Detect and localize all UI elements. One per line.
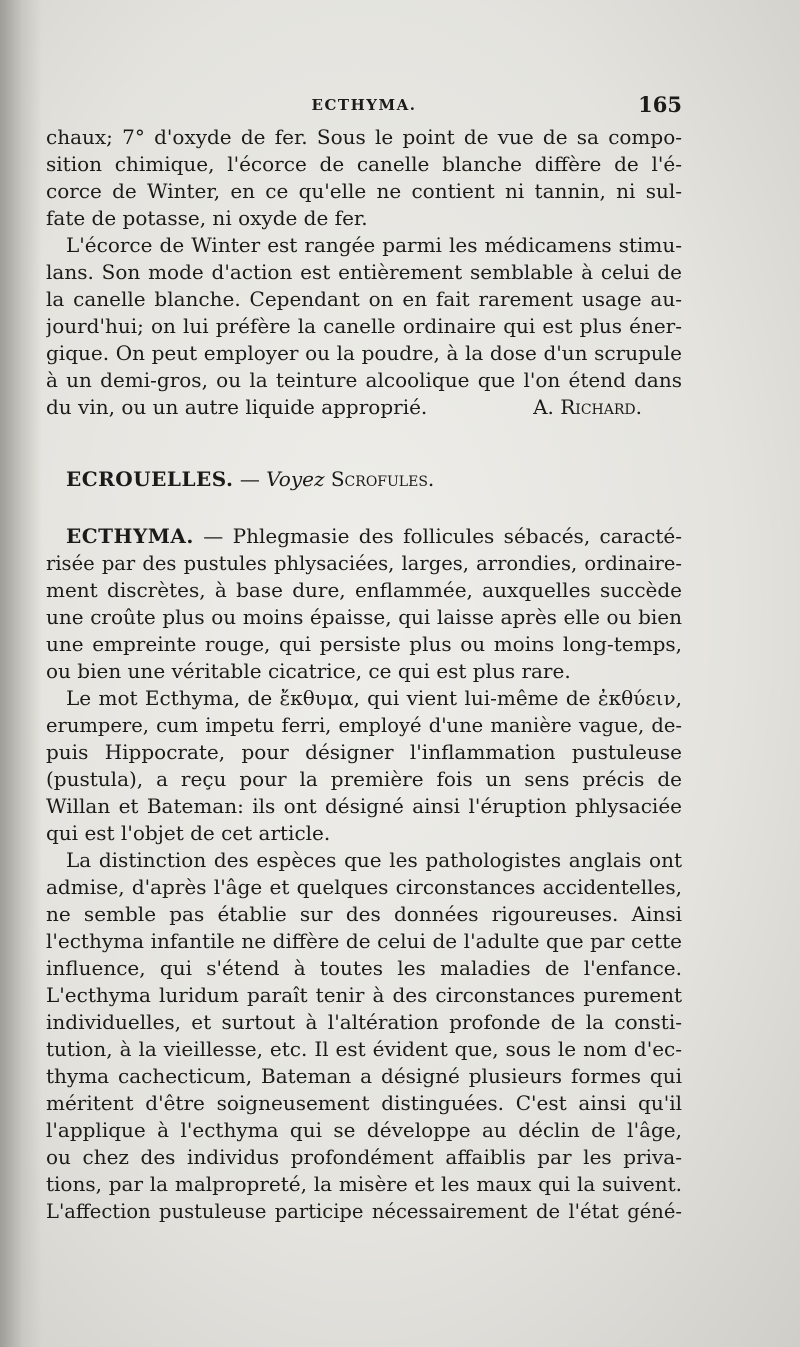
text-line: (pustula), a reçu pour la première fois un sens précis de — [46, 767, 682, 791]
text-line: du vin, ou un autre liquide approprié. — [46, 395, 428, 419]
text-line: admise, d'après l'âge et quelques circonstances accidentelles, — [46, 875, 682, 899]
text-line: une croûte plus ou moins épaisse, qui laisse après elle ou bien — [46, 605, 682, 629]
text-line: corce de Winter, en ce qu'elle ne contient ni tannin, ni sul- — [46, 179, 682, 203]
cross-reference-target: Scrofules. — [330, 467, 435, 491]
dash: — — [239, 467, 260, 491]
entry-ecthyma — [46, 523, 682, 1225]
text-line: puis Hippocrate, pour désigner l'inflammation pustuleuse — [46, 740, 682, 764]
text-line: thyma cachecticum, Bateman a désigné plusieurs formes qui — [46, 1064, 682, 1088]
see-reference: Voyez — [266, 467, 325, 491]
page-number: 165 — [638, 92, 682, 117]
author-signature: A. Richard. — [533, 395, 642, 419]
text-line: influence, qui s'étend à toutes les maladies de l'enfance. — [46, 956, 682, 980]
text-line: tution, à la vieillesse, etc. Il est évident que, sous le nom d'ec- — [46, 1037, 682, 1061]
binding-shadow — [0, 0, 42, 1347]
definition-start: — Phlegmasie des follicules sébacés, caracté- — [203, 524, 682, 548]
running-title: ECTHYMA. — [311, 96, 417, 114]
text-line: ou chez des individus profondément affaiblis par les priva- — [46, 1145, 682, 1169]
text-line: La distinction des espèces que les pathologistes anglais ont — [66, 848, 682, 872]
text-line: Willan et Bateman: ils ont désigné ainsi l'éruption phlysaciée — [46, 794, 682, 818]
running-head — [46, 92, 682, 122]
text-line: L'écorce de Winter est rangée parmi les médicamens stimu- — [66, 233, 682, 257]
text-line: L'affection pustuleuse participe nécessairement de l'état géné- — [46, 1200, 682, 1223]
text-line: individuelles, et surtout à l'altération profonde de la consti- — [46, 1010, 682, 1034]
previous-article-continuation — [46, 124, 682, 421]
headword: ECTHYMA. — [66, 524, 194, 548]
text-line: qui est l'objet de cet article. — [46, 821, 331, 845]
text-line: Le mot Ecthyma, de ἔκθυμα, qui vient lui-même de ἐκθύειν, — [66, 686, 682, 710]
text-line: la canelle blanche. Cependant on en fait rarement usage au- — [46, 287, 682, 311]
text-line: une empreinte rouge, qui persiste plus ou moins long-temps, — [46, 632, 682, 656]
signature-line — [46, 394, 682, 421]
entry-ecrouelles — [66, 466, 682, 493]
text-line: jourd'hui; on lui préfère la canelle ordinaire qui est plus éner- — [46, 314, 682, 338]
headword: ECROUELLES. — [66, 467, 234, 491]
text-line: fate de potasse, ni oxyde de fer. — [46, 206, 368, 230]
text-line: chaux; 7° d'oxyde de fer. Sous le point de vue de sa compo- — [46, 125, 682, 149]
text-line: ment discrètes, à base dure, enflammée, auxquelles succède — [46, 578, 682, 602]
text-line: risée par des pustules phlysaciées, larges, arrondies, ordinaire- — [46, 552, 682, 575]
text-line: l'applique à l'ecthyma qui se développe au déclin de l'âge, — [46, 1118, 682, 1142]
text-line: sition chimique, l'écorce de canelle blanche diffère de l'é- — [46, 152, 682, 176]
text-line: erumpere, cum impetu ferri, employé d'une manière vague, de- — [46, 714, 682, 737]
text-line: méritent d'être soigneusement distinguées. C'est ainsi qu'il — [46, 1091, 682, 1115]
text-line: ou bien une véritable cicatrice, ce qui est plus rare. — [46, 659, 571, 683]
text-line: gique. On peut employer ou la poudre, à la dose d'un scrupule — [46, 341, 682, 365]
text-line: lans. Son mode d'action est entièrement semblable à celui de — [46, 260, 682, 284]
text-line: tions, par la malpropreté, la misère et les maux qui la suivent. — [46, 1172, 682, 1196]
text-line: à un demi-gros, ou la teinture alcoolique que l'on étend dans — [46, 368, 682, 392]
entry-first-line — [46, 523, 682, 550]
text-line: ne semble pas établie sur des données rigoureuses. Ainsi — [46, 902, 682, 926]
text-line: L'ecthyma luridum paraît tenir à des circonstances purement — [46, 983, 682, 1007]
text-line: l'ecthyma infantile ne diffère de celui de l'adulte que par cette — [46, 929, 682, 953]
